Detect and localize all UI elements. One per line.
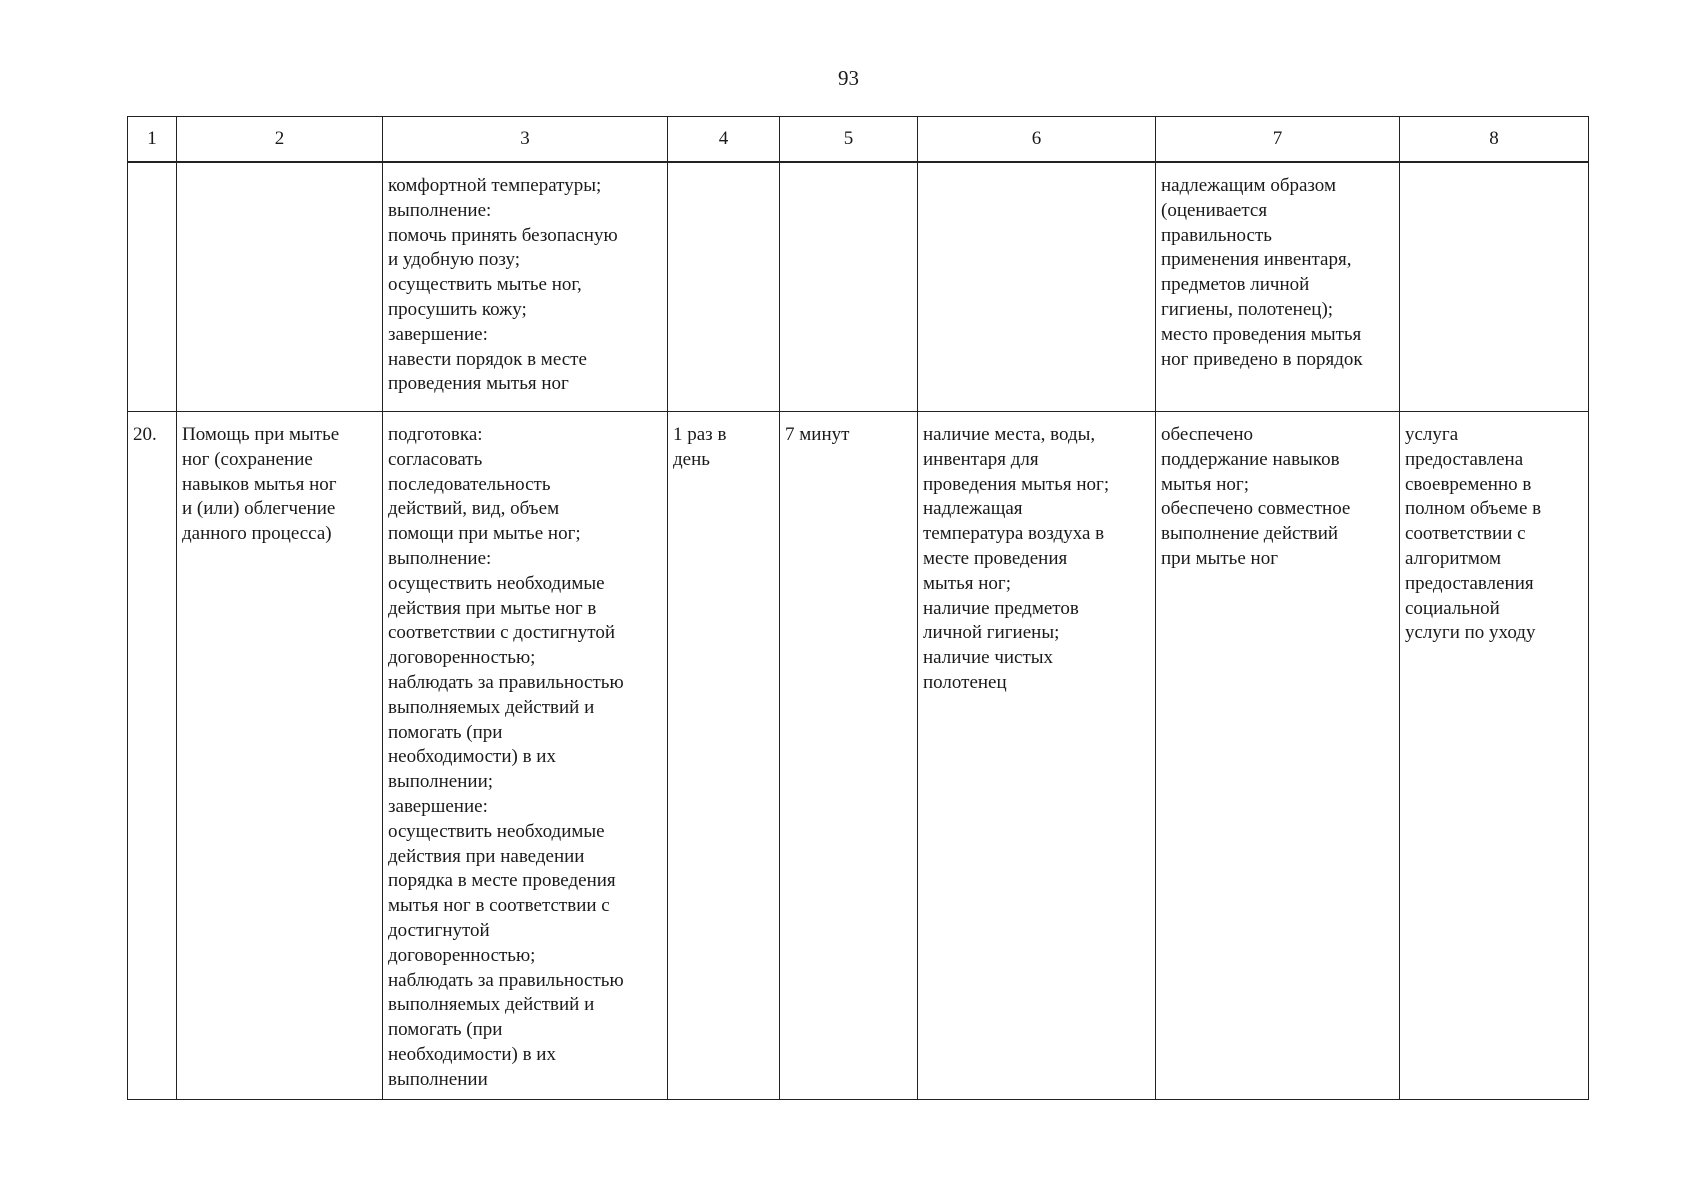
column-header: 1 (128, 117, 177, 163)
table-cell-conditions: наличие места, воды, инвентаря для проведения мытья ног; надлежащая температура воздуха в месте проведения мытья ног; наличие предметов личной гигиены; наличие чистых полотенец (918, 412, 1156, 1100)
table-cell-description: комфортной температуры; выполнение: помочь принять безопасную и удобную позу; осуществить мытье ног, просушить кожу; завершение: навести порядок в месте проведения мытья ног (383, 162, 668, 412)
table-header-row (128, 117, 1589, 163)
table-cell-description: подготовка: согласовать последовательность действий, вид, объем помощи при мытье ног; выполнение: осуществить необходимые действия при мытье ног в соответствии с достигнутой договоренностью; наблюдать за правильностью выполняемых действий и помогать (при необходимости) в их выполнении; завершение: осуществить необходимые действия при наведении порядка в месте проведения мытья ног в соответствии с достигнутой договоренностью; наблюдать за правильностью выполняемых действий и помогать (при необходимости) в их выполнении (383, 412, 668, 1100)
table-cell-duration (780, 162, 918, 412)
column-header: 3 (383, 117, 668, 163)
page-number: 93 (838, 66, 859, 90)
column-header: 2 (177, 117, 383, 163)
column-header: 4 (668, 117, 780, 163)
table-cell-service-name: Помощь при мытье ног (сохранение навыков мытья ног и (или) облегчение данного процесса) (177, 412, 383, 1100)
table-cell-conditions (918, 162, 1156, 412)
table-cell-quality: обеспечено поддержание навыков мытья ног; обеспечено совместное выполнение действий при мытье ног (1156, 412, 1400, 1100)
table-cell-evaluation: услуга предоставлена своевременно в полном объеме в соответствии с алгоритмом предоставления социальной услуги по уходу (1400, 412, 1589, 1100)
table-cell-frequency: 1 раз в день (668, 412, 780, 1100)
column-header: 5 (780, 117, 918, 163)
column-header: 8 (1400, 117, 1589, 163)
table-cell-frequency (668, 162, 780, 412)
table-cell-number: 20. (128, 412, 177, 1100)
table-cell-service-name (177, 162, 383, 412)
table-row (128, 412, 1589, 1100)
table-cell-duration: 7 минут (780, 412, 918, 1100)
table-cell-quality: надлежащим образом (оценивается правильность применения инвентаря, предметов личной гигиены, полотенец); место проведения мытья ног приведено в порядок (1156, 162, 1400, 412)
services-table (127, 116, 1589, 1100)
column-header: 7 (1156, 117, 1400, 163)
table-cell-evaluation (1400, 162, 1589, 412)
table-cell-number (128, 162, 177, 412)
table-row (128, 162, 1589, 412)
column-header: 6 (918, 117, 1156, 163)
